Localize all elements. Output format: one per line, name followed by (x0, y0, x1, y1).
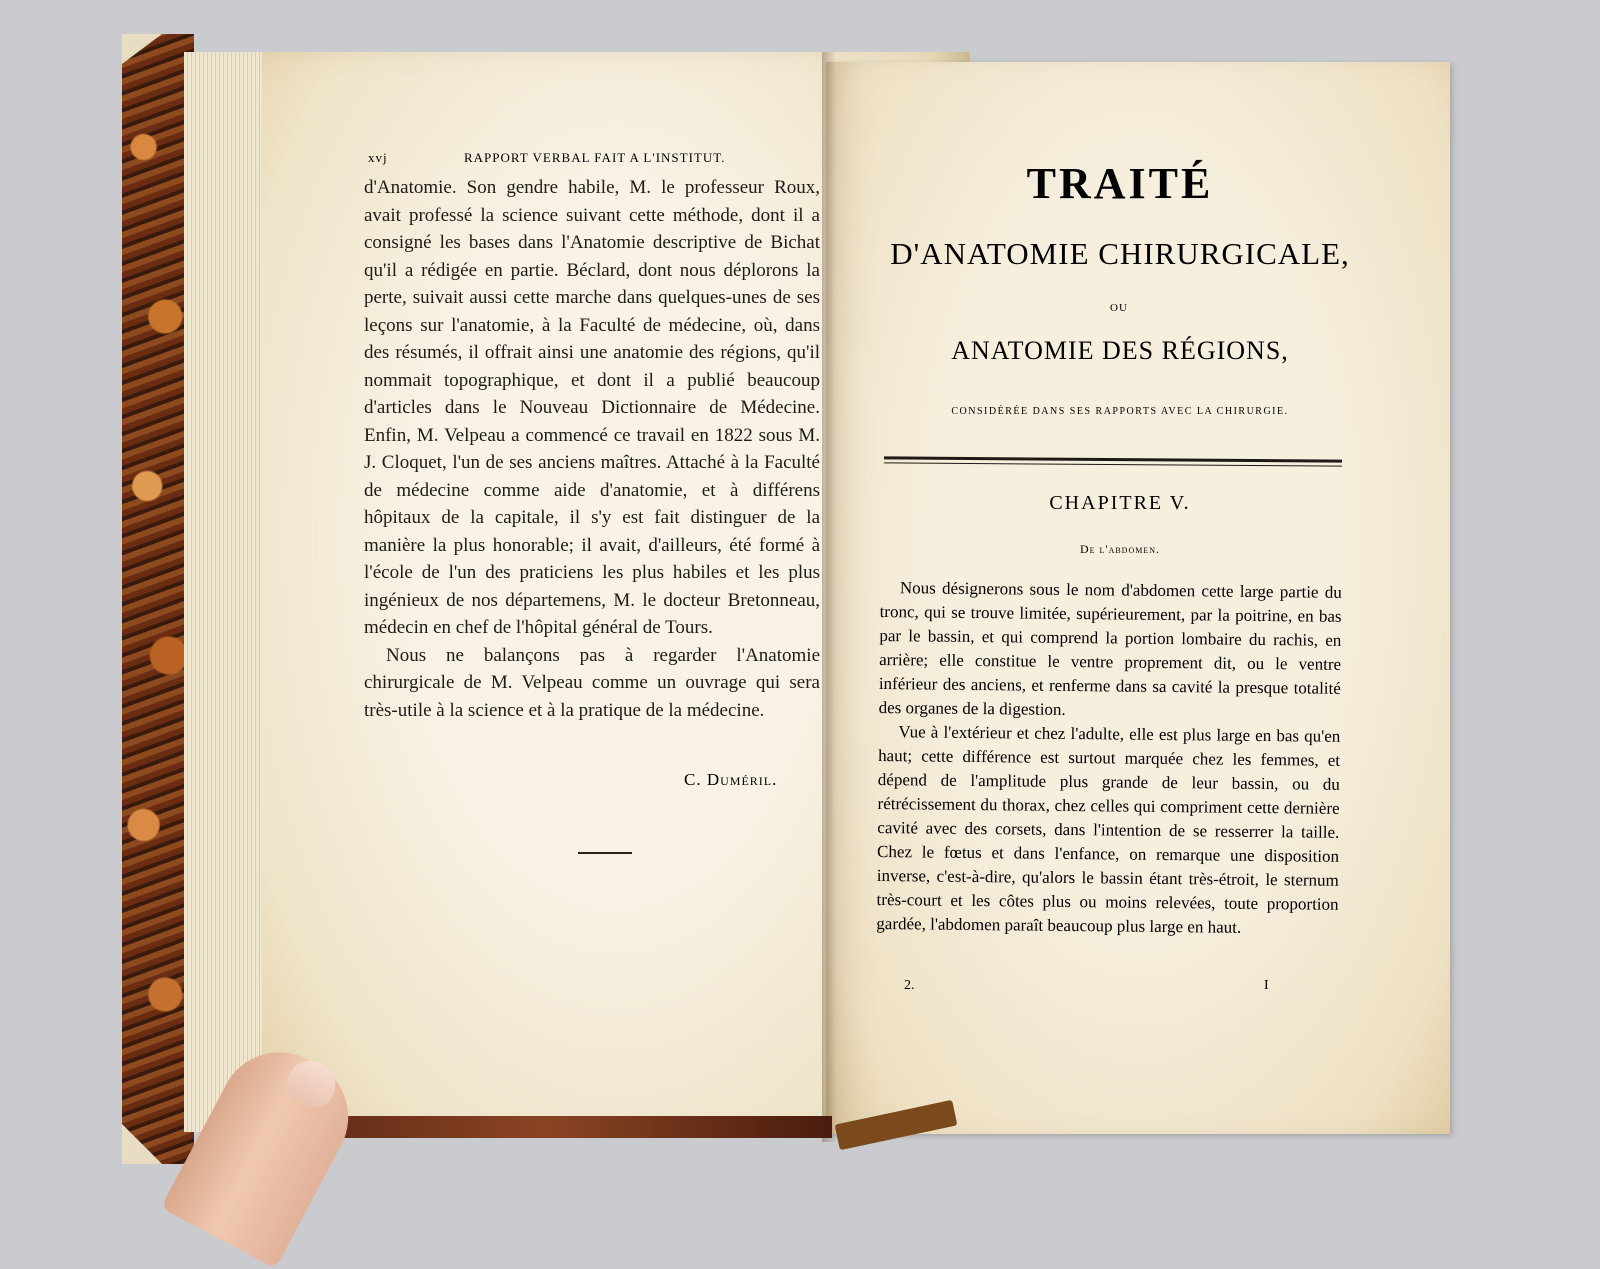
section-heading: De l'abdomen. (1079, 542, 1161, 556)
book-subtitle: D'ANATOMIE CHIRURGICALE, (890, 236, 1350, 271)
book-gutter (822, 52, 836, 1142)
left-page-number: xvj (368, 150, 388, 165)
book-subtitle-2: ANATOMIE DES RÉGIONS, (951, 336, 1289, 365)
book-description: CONSIDÉRÉE DANS SES RAPPORTS AVEC LA CHIRURGIE. (951, 406, 1289, 417)
running-head-title: RAPPORT VERBAL FAIT A L'INSTITUT. (464, 150, 726, 165)
right-page-text (876, 576, 1342, 941)
book-title: TRAITÉ (1026, 159, 1214, 208)
end-rule (578, 852, 632, 854)
right-paragraph-2: Vue à l'extérieur et chez l'adulte, elle est plus large en bas qu'en haut; cette différence est surtout marquée chez les femmes, et dépend de l'amplitude plus grande de leur bassin, ou du rétrécissement du thorax, chez celles qui compriment cette dernière cavité avec des corsets, dans l'intention de se resserrer la taille. Chez le fœtus et dans l'enfance, on remarque une disposition inverse, c'est-à-dire, qu'alors le bassin étant très-étroit, le sternum très-court et les côtes plus ou moins relevées, toute proportion gardée, l'abdomen paraît beaucoup plus large en haut. (876, 722, 1341, 937)
vellum-corner-bottom (122, 1124, 162, 1164)
signature-mark: 2. (904, 978, 915, 993)
left-paragraph-1: d'Anatomie. Son gendre habile, M. le professeur Roux, avait professé la science suivant cette méthode, dont il a consigné les bases dans l'Anatomie descriptive de Bichat qu'il a rédigée en partie. Béclard, dont nous déplorons la perte, suivait aussi cette marche dans quelques-unes de ses leçons sur l'anatomie, à la Faculté de médecine, où, dans des résumés, il offrait ainsi une anatomie des régions, qu'il nommait topographique, et dont il a publié beaucoup d'articles dans le Nouveau Dictionnaire de Médecine. Enfin, M. Velpeau a commencé ce travail en 1822 sous M. J. Cloquet, l'un de ses anciens maîtres. Attaché à la Faculté de médecine comme aide d'anatomie, et à différens hôpitaux de la capitale, il s'y est fait distinguer de la manière la plus honorable; il avait, d'ailleurs, été formé à l'école de l'un des praticiens les plus habiles et les plus ingénieux de nos départemens, M. le docteur Bretonneau, médecin en chef de l'hôpital général de Tours. (364, 177, 820, 638)
right-paragraph-1: Nous désignerons sous le nom d'abdomen cette large partie du tronc, qui se trouve limitée, supérieurement, par la poitrine, en bas par le bassin, et qui comprend la portion lombaire du rachis, en arrière; elle constitue le ventre proprement dit, ou le ventre inférieur des anciens, et renferme dans sa cavité la presque totalité des organes de la digestion. (878, 578, 1342, 719)
page-edges (184, 52, 264, 1132)
right-page-number: I (1264, 978, 1269, 993)
chapter-heading: CHAPITRE V. (1049, 492, 1191, 514)
left-page-text (364, 174, 820, 724)
left-paragraph-2: Nous ne balançons pas à regarder l'Anatomie chirurgicale de M. Velpeau comme un ouvrage qui sera très-utile à la science et à la pratique de la médecine. (364, 644, 820, 721)
vellum-corner-top (122, 34, 162, 64)
title-conjunction: OU (1110, 302, 1128, 314)
author-signature: C. Duméril. (684, 770, 778, 789)
